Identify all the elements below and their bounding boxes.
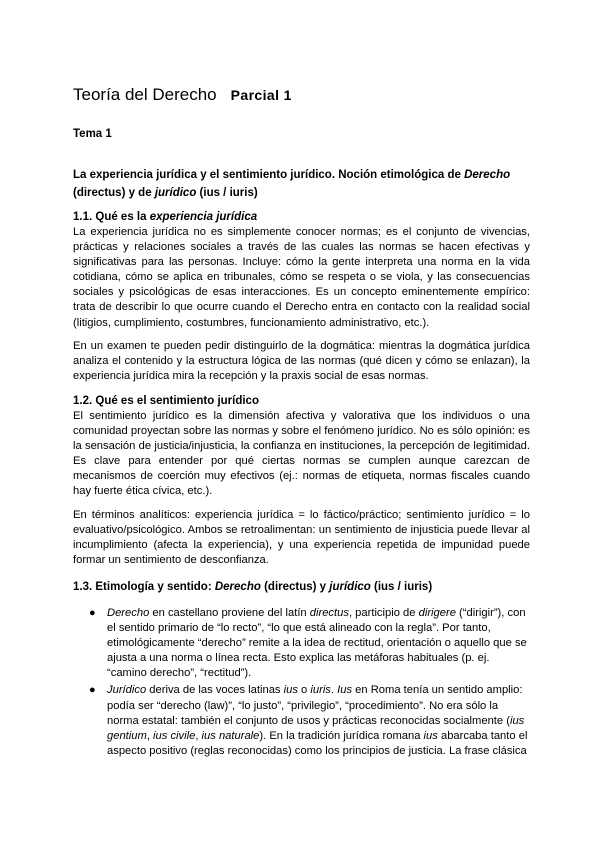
section-1-heading [73,208,530,226]
main-heading-derecho: Derecho [464,169,511,181]
section-1-paragraph-2: En un examen te pueden pedir distinguirlo de la dogmática: mientras la dogmática jurídica analiza el contenido y la estructura lógica de las normas (qué dicen y cómo se enlazan), la experiencia jurídica mira la recepción y la praxis social de esas normas. [73,340,530,383]
main-heading [73,166,530,202]
term-dirigere: dirigere [418,607,456,619]
section-2-paragraph-1: El sentimiento jurídico es la dimensión afectiva y valorativa que los individuos o una comunidad proyectan sobre las normas y sobre el fenómeno jurídico. No es sólo opinión: es la sensación de justicia/injusticia, la confianza en instituciones, la percepción de legitimidad. Es clave para entender por qué ciertas normas se cumplen aunque carezcan de mecanismos de coerción muy efectivos (ej.: normas de etiqueta, normas fiscales cuando hay fuerte ética cívica, etc.). [73,410,530,498]
text-run: , [195,729,202,742]
section-3-heading-derecho: Derecho [214,581,261,593]
term-derecho: Derecho [107,607,150,619]
term-ius: ius [423,729,438,742]
section-1-heading-italic: experiencia jurídica [149,211,258,223]
section-3-heading-mid: (directus) y [260,581,330,593]
section-3-heading [73,578,530,596]
text-run: , [146,729,154,742]
etymology-list [80,606,530,761]
section-1-paragraph-1: La experiencia jurídica no es simplemente conocer normas; es el conjunto de vivencias, prácticas y relaciones sociales a través de las cuales las normas se hacen efectivas y significativas para las personas. Incluye: cómo la gente interpreta una norma en la vida cotidiana, cómo se aplica en tribunales, cómo se respeta o se viola, y las consecuencias sociales y psicológicas de esas interacciones. Es un concepto eminentemente empírico: trata de describir lo que ocurre cuando el Derecho entra en contacto con la realidad social (litigios, cumplimiento, costumbres, funcionamiento administrativo, etc.). [73,226,530,329]
main-heading-juridico: jurídico [154,187,197,199]
bullet-icon: ● [89,607,96,619]
list-item [80,606,530,681]
main-heading-pre: La experiencia jurídica y el sentimiento jurídico. Noción etimológica de [73,169,465,181]
section-2-paragraph-2: En términos analíticos: experiencia jurídica = lo fáctico/práctico; sentimiento jurídico = lo evaluativo/psicológico. Ambos se retroalimentan: un sentimiento de injusticia puede llevar al incumplimiento (afecta la experiencia), y una experiencia repetida de impunidad puede formar un sentimiento de desconfianza. [73,509,530,567]
section-3-heading-juridico: jurídico [329,581,371,593]
term-ius: ius [283,684,298,697]
term-juridico: Jurídico [107,684,147,697]
text-run: o [297,684,311,697]
term-ius-naturale: ius naturale [201,729,260,742]
main-heading-mid: (directus) y de [73,187,155,199]
section-3-heading-post: (ius / iuris) [370,581,433,593]
term-ius: Ius [337,684,353,697]
tema-label: Tema 1 [73,128,112,140]
section-1-heading-pre: 1.1. Qué es la [73,211,150,223]
bullet-icon: ● [89,684,96,697]
term-ius-civile: ius civile [153,729,196,742]
list-item [80,683,530,758]
text-run: . [330,684,338,697]
term-iuris: iuris [310,684,331,697]
text-run: (“dirigir”), con el sentido primario de “lo recto”, “lo que está alineado con la regla”. Por tanto, etimológicamente “derecho” remite a la idea de rectitud, orientación o aquello que se ajusta a una norma o línea recta. Esto explica las metáforas habituales (p. ej. “camino derecho”, “rectitud”). [107,607,527,680]
text-run: ). En la tradición jurídica romana [259,729,424,742]
section-3-heading-pre: 1.3. Etimología y sentido: [73,581,215,593]
section-2-heading: 1.2. Qué es el sentimiento jurídico [73,395,259,407]
main-heading-post: (ius / iuris) [196,187,258,199]
text-run: abarcaba tanto el aspecto positivo (reglas reconocidas) como los principios de justicia. La frase clásica [107,729,528,757]
title-subtitle: Parcial 1 [230,87,292,103]
term-ius-gentium: ius gentium [107,714,525,742]
document-title [73,85,292,105]
text-run: en castellano proviene del latín [149,607,310,619]
term-directus: directus [309,607,349,619]
title-text: Teoría del Derecho [73,85,217,104]
text-run: , participio de [348,607,419,619]
text-run: deriva de las voces latinas [146,684,284,697]
text-run: en Roma tenía un sentido amplio: podía ser “derecho (law)”, “lo justo”, “privilegio”, “procedimiento”. No era sólo la norma estatal: también el conjunto de usos y prácticas reconocidas socialmente ( [107,684,523,727]
